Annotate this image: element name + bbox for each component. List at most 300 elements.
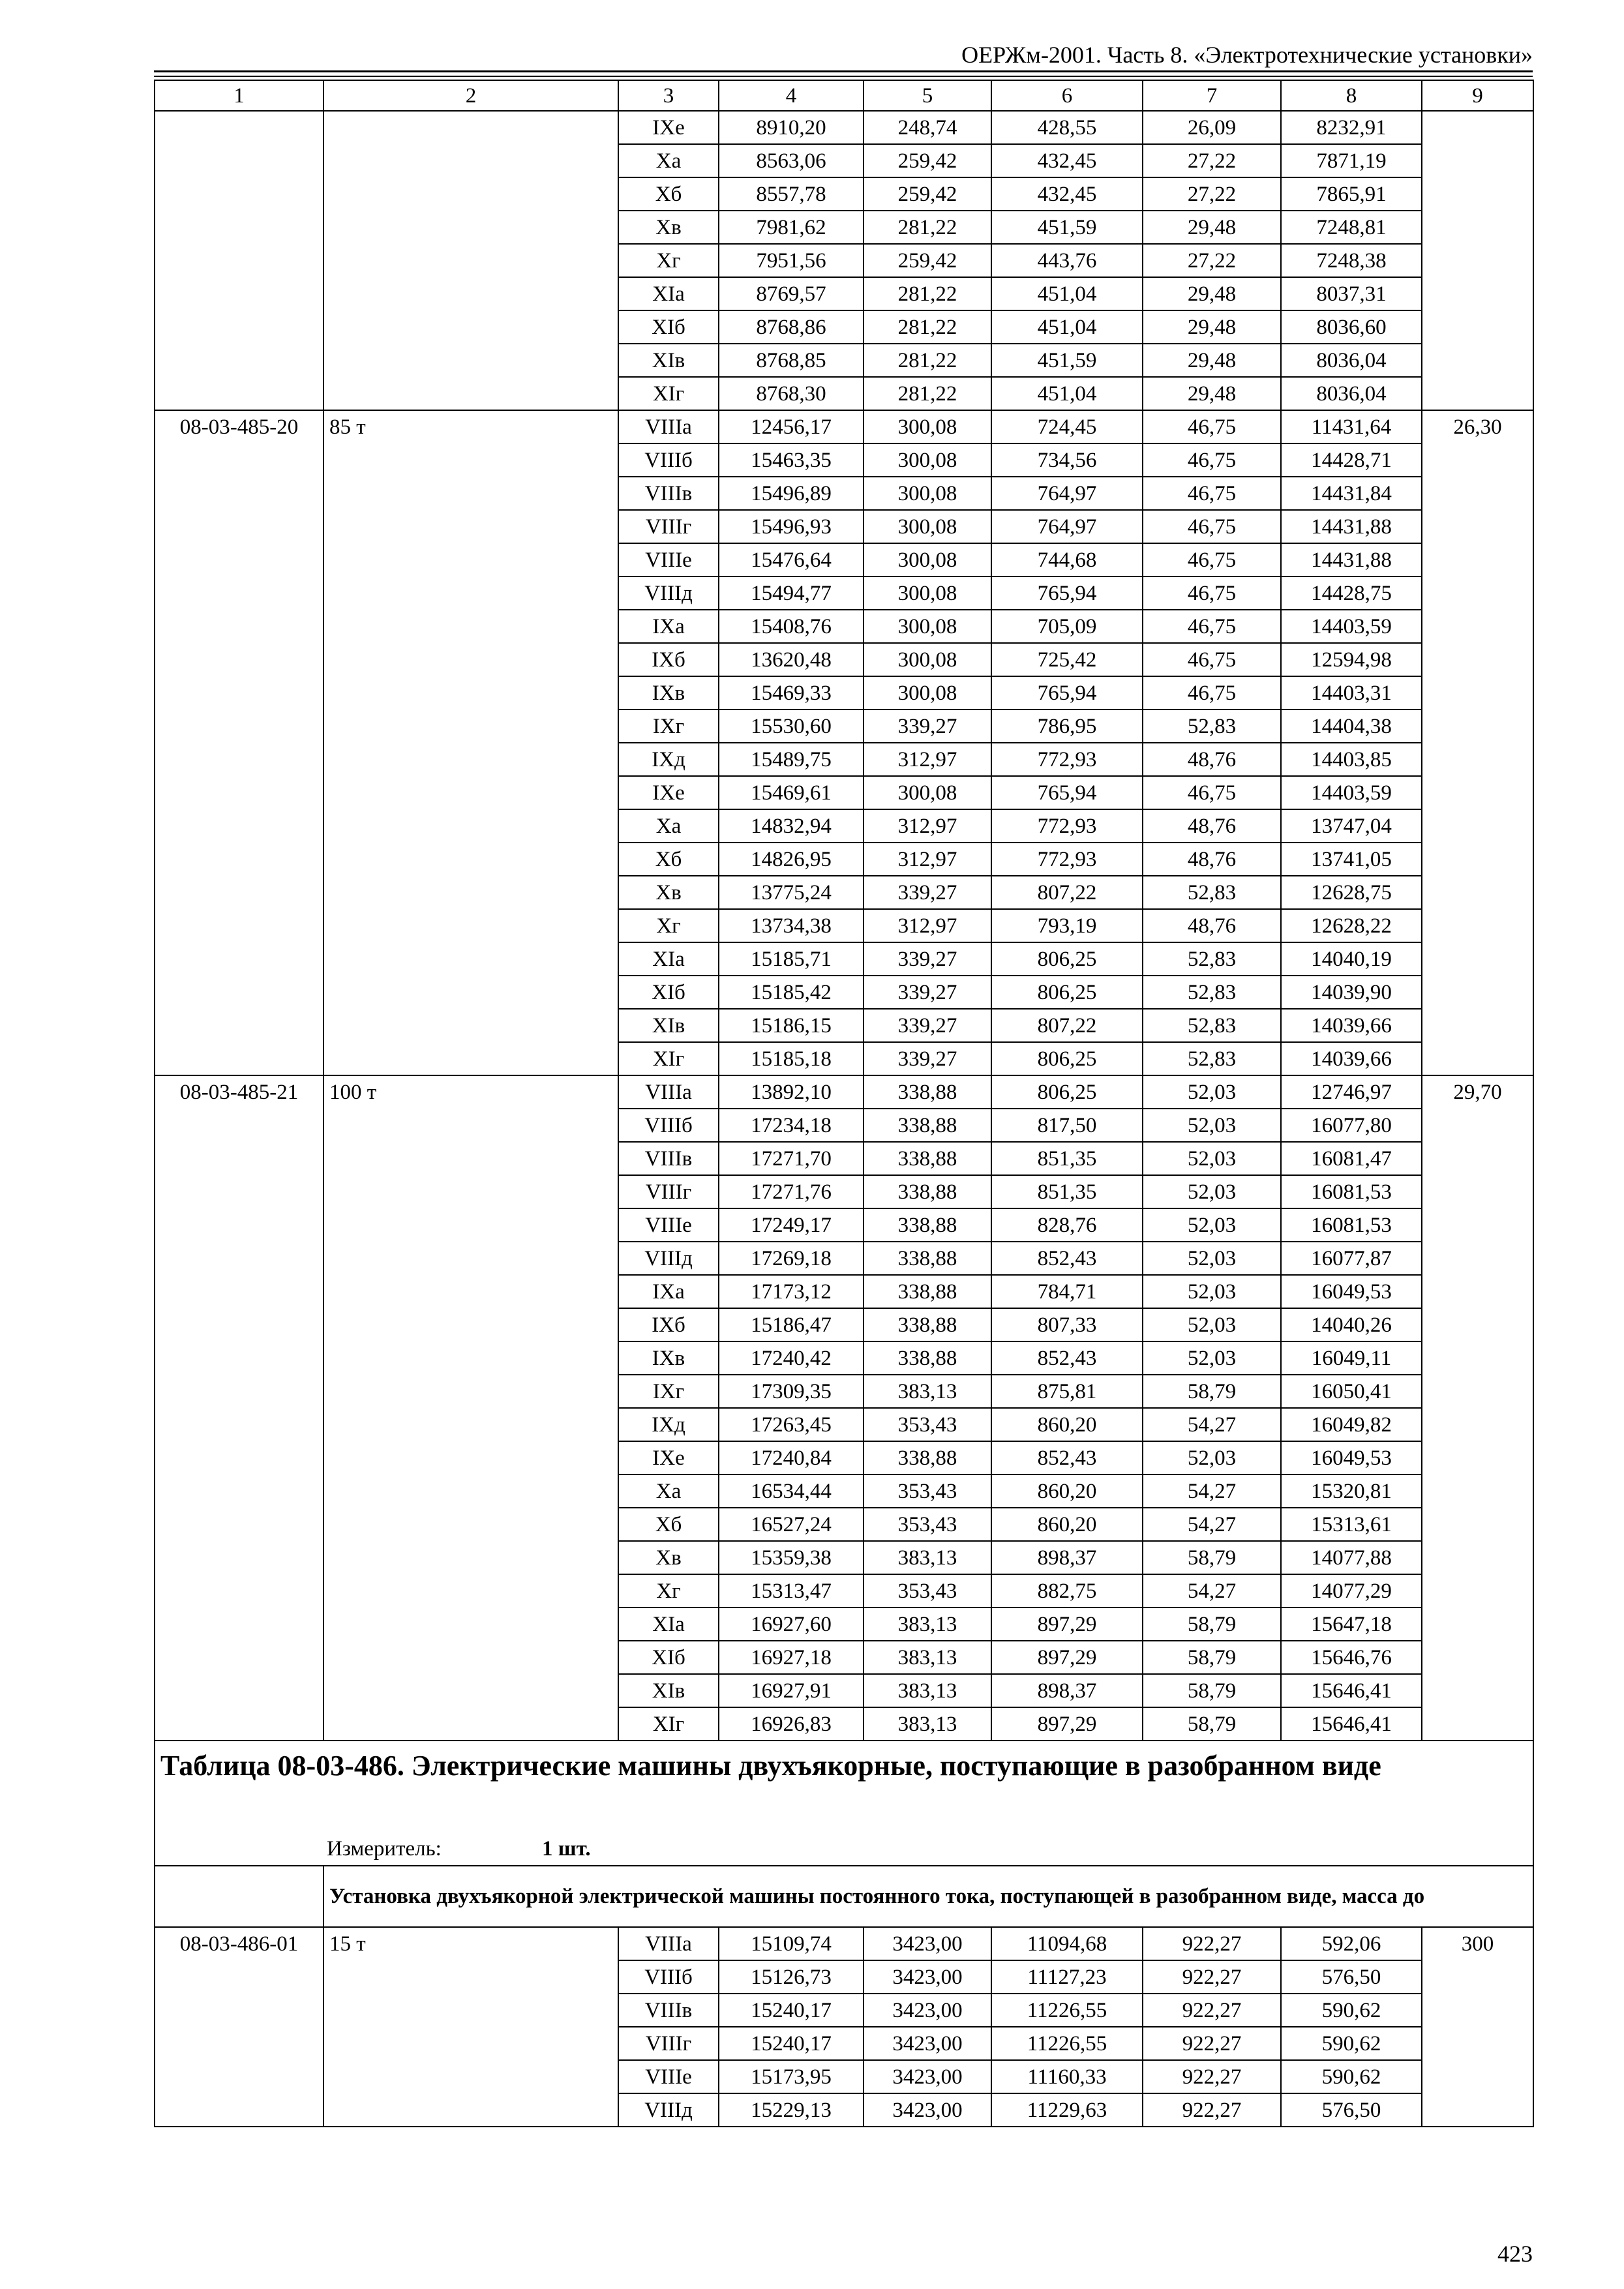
- rate-code-cell: [155, 1175, 323, 1208]
- value-cell: 15313,61: [1281, 1508, 1422, 1541]
- labor-cell: [1422, 1608, 1533, 1641]
- table-row: [155, 576, 1533, 610]
- rate-name-cell: [323, 876, 618, 909]
- rate-code-cell: [155, 576, 323, 610]
- value-cell: 52,03: [1143, 1109, 1281, 1142]
- table-row: [155, 310, 1533, 344]
- value-cell: 7951,56: [719, 244, 864, 277]
- rate-code-cell: [155, 909, 323, 942]
- rate-code-cell: [155, 942, 323, 976]
- rate-name-cell: [323, 2027, 618, 2060]
- value-cell: 300,08: [864, 776, 991, 809]
- value-cell: 58,79: [1143, 1674, 1281, 1707]
- zone-cell: Xб: [618, 843, 719, 876]
- rate-name-cell: [323, 2093, 618, 2127]
- table-row: [155, 111, 1533, 144]
- value-cell: 15408,76: [719, 610, 864, 643]
- table-row: [155, 410, 1533, 443]
- table-row: [155, 876, 1533, 909]
- value-cell: 8769,57: [719, 277, 864, 310]
- labor-cell: [1422, 1242, 1533, 1275]
- value-cell: 52,03: [1143, 1341, 1281, 1375]
- running-header: ОЕРЖм-2001. Часть 8. «Электротехнические установки»: [961, 42, 1533, 68]
- zone-cell: XIг: [618, 1707, 719, 1741]
- value-cell: 15496,93: [719, 510, 864, 543]
- labor-cell: [1422, 1574, 1533, 1608]
- rate-name-cell: [323, 1674, 618, 1707]
- table-row: [155, 976, 1533, 1009]
- value-cell: 46,75: [1143, 443, 1281, 477]
- rate-name-cell: [323, 1175, 618, 1208]
- labor-cell: [1422, 976, 1533, 1009]
- table-row: [155, 1109, 1533, 1142]
- labor-cell: [1422, 776, 1533, 809]
- value-cell: 432,45: [991, 144, 1143, 177]
- rate-code-cell: 08-03-485-20: [155, 410, 323, 443]
- column-number: 6: [991, 80, 1143, 111]
- value-cell: 922,27: [1143, 2060, 1281, 2093]
- zone-cell: VIIIe: [618, 543, 719, 576]
- value-cell: 52,03: [1143, 1441, 1281, 1474]
- value-cell: 259,42: [864, 144, 991, 177]
- labor-cell: [1422, 1408, 1533, 1441]
- labor-cell: [1422, 1175, 1533, 1208]
- value-cell: 46,75: [1143, 776, 1281, 809]
- rate-code-cell: [155, 843, 323, 876]
- value-cell: 772,93: [991, 743, 1143, 776]
- rate-code-cell: [155, 1208, 323, 1242]
- rate-name-cell: [323, 211, 618, 244]
- table-row: [155, 743, 1533, 776]
- value-cell: 734,56: [991, 443, 1143, 477]
- table-row: [155, 1375, 1533, 1408]
- value-cell: 428,55: [991, 111, 1143, 144]
- rate-name-cell: [323, 443, 618, 477]
- table-row: [155, 1275, 1533, 1308]
- rate-name-cell: [323, 1042, 618, 1075]
- value-cell: 338,88: [864, 1308, 991, 1341]
- value-cell: 58,79: [1143, 1375, 1281, 1408]
- rate-code-cell: [155, 1275, 323, 1308]
- table-row: [155, 1175, 1533, 1208]
- value-cell: 300,08: [864, 410, 991, 443]
- measure-cell: [155, 1833, 1533, 1866]
- column-number: 7: [1143, 80, 1281, 111]
- table-row: [155, 344, 1533, 377]
- value-cell: 851,35: [991, 1142, 1143, 1175]
- labor-cell: 29,70: [1422, 1075, 1533, 1109]
- rate-code-cell: [155, 976, 323, 1009]
- column-number: 2: [323, 80, 618, 111]
- value-cell: 300,08: [864, 443, 991, 477]
- value-cell: 15186,47: [719, 1308, 864, 1341]
- value-cell: 27,22: [1143, 177, 1281, 211]
- rate-code-cell: [155, 377, 323, 410]
- rate-code-cell: [155, 1994, 323, 2027]
- value-cell: 338,88: [864, 1175, 991, 1208]
- rate-name-cell: [323, 1508, 618, 1541]
- value-cell: 852,43: [991, 1341, 1143, 1375]
- value-cell: 16081,53: [1281, 1175, 1422, 1208]
- value-cell: 8563,06: [719, 144, 864, 177]
- value-cell: 15646,41: [1281, 1674, 1422, 1707]
- value-cell: 765,94: [991, 676, 1143, 710]
- value-cell: 248,74: [864, 111, 991, 144]
- value-cell: 29,48: [1143, 310, 1281, 344]
- value-cell: 52,83: [1143, 1009, 1281, 1042]
- zone-cell: IXe: [618, 1441, 719, 1474]
- rate-name-cell: [323, 510, 618, 543]
- section-title: Таблица 08-03-486. Электрические машины двухъякорные, поступающие в разобранном виде: [160, 1750, 1381, 1782]
- value-cell: 16049,53: [1281, 1441, 1422, 1474]
- labor-cell: [1422, 743, 1533, 776]
- value-cell: 338,88: [864, 1109, 991, 1142]
- table-row: [155, 510, 1533, 543]
- table-row: [155, 1641, 1533, 1674]
- rate-code-cell: [155, 643, 323, 676]
- rate-code-cell: [155, 2027, 323, 2060]
- value-cell: 3423,00: [864, 2093, 991, 2127]
- rate-code-cell: [155, 710, 323, 743]
- rate-code-cell: [155, 776, 323, 809]
- value-cell: 17271,76: [719, 1175, 864, 1208]
- value-cell: 338,88: [864, 1275, 991, 1308]
- rate-code-cell: [155, 1707, 323, 1741]
- value-cell: 765,94: [991, 576, 1143, 610]
- rate-name-cell: [323, 1707, 618, 1741]
- rate-code-cell: [155, 2093, 323, 2127]
- table-row: [155, 843, 1533, 876]
- labor-cell: [1422, 2060, 1533, 2093]
- value-cell: 12456,17: [719, 410, 864, 443]
- value-cell: 15489,75: [719, 743, 864, 776]
- value-cell: 860,20: [991, 1408, 1143, 1441]
- value-cell: 46,75: [1143, 643, 1281, 676]
- value-cell: 14826,95: [719, 843, 864, 876]
- labor-cell: [1422, 211, 1533, 244]
- value-cell: 281,22: [864, 277, 991, 310]
- value-cell: 705,09: [991, 610, 1143, 643]
- value-cell: 338,88: [864, 1341, 991, 1375]
- value-cell: 15646,41: [1281, 1707, 1422, 1741]
- measure-value: 1 шт.: [542, 1837, 591, 1861]
- value-cell: 852,43: [991, 1242, 1143, 1275]
- value-cell: 806,25: [991, 1075, 1143, 1109]
- table-row: [155, 1608, 1533, 1641]
- rate-name-cell: [323, 809, 618, 843]
- table-row: [155, 1142, 1533, 1175]
- zone-cell: Xв: [618, 211, 719, 244]
- value-cell: 15320,81: [1281, 1474, 1422, 1508]
- value-cell: 772,93: [991, 843, 1143, 876]
- value-cell: 46,75: [1143, 676, 1281, 710]
- value-cell: 300,08: [864, 676, 991, 710]
- value-cell: 17309,35: [719, 1375, 864, 1408]
- zone-cell: IXг: [618, 710, 719, 743]
- table-row: [155, 477, 1533, 510]
- labor-cell: [1422, 876, 1533, 909]
- rate-name-cell: [323, 1242, 618, 1275]
- rate-code-cell: [155, 1375, 323, 1408]
- value-cell: 15313,47: [719, 1574, 864, 1608]
- value-cell: 312,97: [864, 809, 991, 843]
- rate-name-cell: [323, 576, 618, 610]
- rate-name-cell: [323, 310, 618, 344]
- rate-name-cell: [323, 1408, 618, 1441]
- value-cell: 14077,29: [1281, 1574, 1422, 1608]
- column-number: 9: [1422, 80, 1533, 111]
- value-cell: 764,97: [991, 510, 1143, 543]
- value-cell: 11226,55: [991, 1994, 1143, 2027]
- value-cell: 882,75: [991, 1574, 1143, 1608]
- table-row: [155, 610, 1533, 643]
- value-cell: 312,97: [864, 843, 991, 876]
- value-cell: 13747,04: [1281, 809, 1422, 843]
- zone-cell: Xa: [618, 144, 719, 177]
- value-cell: 48,76: [1143, 843, 1281, 876]
- value-cell: 353,43: [864, 1474, 991, 1508]
- labor-cell: 26,30: [1422, 410, 1533, 443]
- value-cell: 14403,85: [1281, 743, 1422, 776]
- value-cell: 14832,94: [719, 809, 864, 843]
- zone-cell: VIIIг: [618, 510, 719, 543]
- value-cell: 339,27: [864, 876, 991, 909]
- value-cell: 12628,75: [1281, 876, 1422, 909]
- value-cell: 451,59: [991, 344, 1143, 377]
- zone-cell: XIб: [618, 1641, 719, 1674]
- labor-cell: [1422, 344, 1533, 377]
- value-cell: 14040,26: [1281, 1308, 1422, 1341]
- labor-cell: [1422, 1009, 1533, 1042]
- value-cell: 576,50: [1281, 2093, 1422, 2127]
- column-number: 1: [155, 80, 323, 111]
- value-cell: 8768,30: [719, 377, 864, 410]
- price-table: [154, 80, 1534, 2127]
- section-subtitle: Установка двухъякорной электрической машины постоянного тока, поступающей в разобранном виде, масса до: [323, 1866, 1533, 1927]
- value-cell: 54,27: [1143, 1408, 1281, 1441]
- value-cell: 300,08: [864, 543, 991, 576]
- value-cell: 281,22: [864, 211, 991, 244]
- value-cell: 339,27: [864, 1009, 991, 1042]
- table-row: [155, 1674, 1533, 1707]
- value-cell: 46,75: [1143, 543, 1281, 576]
- zone-cell: XIв: [618, 344, 719, 377]
- zone-cell: VIIIв: [618, 1142, 719, 1175]
- value-cell: 875,81: [991, 1375, 1143, 1408]
- value-cell: 592,06: [1281, 1927, 1422, 1960]
- value-cell: 281,22: [864, 344, 991, 377]
- zone-cell: IXв: [618, 1341, 719, 1375]
- value-cell: 3423,00: [864, 1927, 991, 1960]
- rate-name-cell: [323, 1142, 618, 1175]
- rate-code-cell: [155, 1441, 323, 1474]
- labor-cell: [1422, 1042, 1533, 1075]
- value-cell: 15646,76: [1281, 1641, 1422, 1674]
- value-cell: 12746,97: [1281, 1075, 1422, 1109]
- zone-cell: VIIIб: [618, 1960, 719, 1994]
- value-cell: 451,59: [991, 211, 1143, 244]
- value-cell: 14077,88: [1281, 1541, 1422, 1574]
- table-row: [155, 909, 1533, 942]
- value-cell: 898,37: [991, 1674, 1143, 1707]
- value-cell: 14403,31: [1281, 676, 1422, 710]
- rate-name-cell: [323, 909, 618, 942]
- labor-cell: [1422, 244, 1533, 277]
- value-cell: 52,03: [1143, 1142, 1281, 1175]
- labor-cell: [1422, 1441, 1533, 1474]
- value-cell: 54,27: [1143, 1574, 1281, 1608]
- table-row: [155, 2093, 1533, 2127]
- zone-cell: IXг: [618, 1375, 719, 1408]
- labor-cell: [1422, 2093, 1533, 2127]
- zone-cell: IXa: [618, 1275, 719, 1308]
- rate-name-cell: [323, 2060, 618, 2093]
- value-cell: 14431,88: [1281, 510, 1422, 543]
- labor-cell: [1422, 1208, 1533, 1242]
- value-cell: 11094,68: [991, 1927, 1143, 1960]
- value-cell: 312,97: [864, 909, 991, 942]
- value-cell: 922,27: [1143, 1927, 1281, 1960]
- value-cell: 590,62: [1281, 2027, 1422, 2060]
- table-row: [155, 1707, 1533, 1741]
- rate-code-cell: [155, 1142, 323, 1175]
- value-cell: 7248,81: [1281, 211, 1422, 244]
- rate-code-cell: [155, 1042, 323, 1075]
- table-row: [155, 1960, 1533, 1994]
- zone-cell: IXв: [618, 676, 719, 710]
- value-cell: 14428,75: [1281, 576, 1422, 610]
- value-cell: 15494,77: [719, 576, 864, 610]
- value-cell: 16050,41: [1281, 1375, 1422, 1408]
- table-row: [155, 1541, 1533, 1574]
- rate-code-cell: 08-03-485-21: [155, 1075, 323, 1109]
- table-row: [155, 244, 1533, 277]
- value-cell: 922,27: [1143, 1960, 1281, 1994]
- rate-code-cell: [155, 1574, 323, 1608]
- labor-cell: [1422, 543, 1533, 576]
- value-cell: 15647,18: [1281, 1608, 1422, 1641]
- rate-name-cell: [323, 710, 618, 743]
- zone-cell: VIIIд: [618, 2093, 719, 2127]
- subtitle-empty-cell: [155, 1866, 323, 1927]
- labor-cell: [1422, 576, 1533, 610]
- value-cell: 281,22: [864, 377, 991, 410]
- value-cell: 46,75: [1143, 576, 1281, 610]
- value-cell: 14404,38: [1281, 710, 1422, 743]
- value-cell: 765,94: [991, 776, 1143, 809]
- value-cell: 764,97: [991, 477, 1143, 510]
- labor-cell: [1422, 1109, 1533, 1142]
- value-cell: 3423,00: [864, 1960, 991, 1994]
- labor-cell: [1422, 809, 1533, 843]
- value-cell: 300,08: [864, 510, 991, 543]
- zone-cell: XIa: [618, 277, 719, 310]
- value-cell: 14431,84: [1281, 477, 1422, 510]
- value-cell: 11229,63: [991, 2093, 1143, 2127]
- table-row: [155, 443, 1533, 477]
- labor-cell: [1422, 1375, 1533, 1408]
- column-number: 5: [864, 80, 991, 111]
- labor-cell: [1422, 1275, 1533, 1308]
- rate-code-cell: [155, 876, 323, 909]
- table-row: [155, 2060, 1533, 2093]
- rate-name-cell: [323, 976, 618, 1009]
- zone-cell: IXд: [618, 743, 719, 776]
- zone-cell: Xг: [618, 1574, 719, 1608]
- table-row: [155, 643, 1533, 676]
- value-cell: 14428,71: [1281, 443, 1422, 477]
- value-cell: 8557,78: [719, 177, 864, 211]
- rate-name-cell: [323, 344, 618, 377]
- value-cell: 52,83: [1143, 710, 1281, 743]
- value-cell: 15240,17: [719, 1994, 864, 2027]
- value-cell: 16049,53: [1281, 1275, 1422, 1308]
- rate-name-cell: [323, 477, 618, 510]
- column-number: 8: [1281, 80, 1422, 111]
- rate-code-cell: [155, 2060, 323, 2093]
- rate-code-cell: [155, 244, 323, 277]
- table-row: [155, 776, 1533, 809]
- value-cell: 451,04: [991, 277, 1143, 310]
- value-cell: 443,76: [991, 244, 1143, 277]
- header-rule: [154, 70, 1533, 72]
- value-cell: 339,27: [864, 1042, 991, 1075]
- value-cell: 29,48: [1143, 344, 1281, 377]
- zone-cell: IXд: [618, 1408, 719, 1441]
- labor-cell: [1422, 1707, 1533, 1741]
- zone-cell: VIIIд: [618, 1242, 719, 1275]
- labor-cell: [1422, 277, 1533, 310]
- value-cell: 897,29: [991, 1608, 1143, 1641]
- value-cell: 806,25: [991, 1042, 1143, 1075]
- value-cell: 300,08: [864, 576, 991, 610]
- value-cell: 29,48: [1143, 377, 1281, 410]
- value-cell: 383,13: [864, 1541, 991, 1574]
- value-cell: 851,35: [991, 1175, 1143, 1208]
- rate-name-cell: [323, 1109, 618, 1142]
- zone-cell: XIa: [618, 1608, 719, 1641]
- zone-cell: XIб: [618, 976, 719, 1009]
- rate-name-cell: [323, 1608, 618, 1641]
- labor-cell: [1422, 1994, 1533, 2027]
- rate-code-cell: [155, 344, 323, 377]
- column-number-row: [155, 80, 1533, 111]
- zone-cell: XIв: [618, 1674, 719, 1707]
- table-row: [155, 1075, 1533, 1109]
- value-cell: 16049,82: [1281, 1408, 1422, 1441]
- value-cell: 312,97: [864, 743, 991, 776]
- rate-name-cell: [323, 1009, 618, 1042]
- labor-cell: [1422, 310, 1533, 344]
- table-row: [155, 543, 1533, 576]
- zone-cell: VIIIд: [618, 576, 719, 610]
- rate-name-cell: 100 т: [323, 1075, 618, 1109]
- value-cell: 744,68: [991, 543, 1143, 576]
- value-cell: 383,13: [864, 1608, 991, 1641]
- value-cell: 451,04: [991, 310, 1143, 344]
- value-cell: 8036,04: [1281, 377, 1422, 410]
- value-cell: 52,83: [1143, 1042, 1281, 1075]
- value-cell: 15109,74: [719, 1927, 864, 1960]
- value-cell: 52,83: [1143, 976, 1281, 1009]
- value-cell: 16927,18: [719, 1641, 864, 1674]
- zone-cell: Xг: [618, 244, 719, 277]
- rate-code-cell: [155, 1960, 323, 1994]
- rate-code-cell: [155, 211, 323, 244]
- measure-label: Измеритель:: [327, 1837, 442, 1861]
- rate-code-cell: [155, 1408, 323, 1441]
- value-cell: 13892,10: [719, 1075, 864, 1109]
